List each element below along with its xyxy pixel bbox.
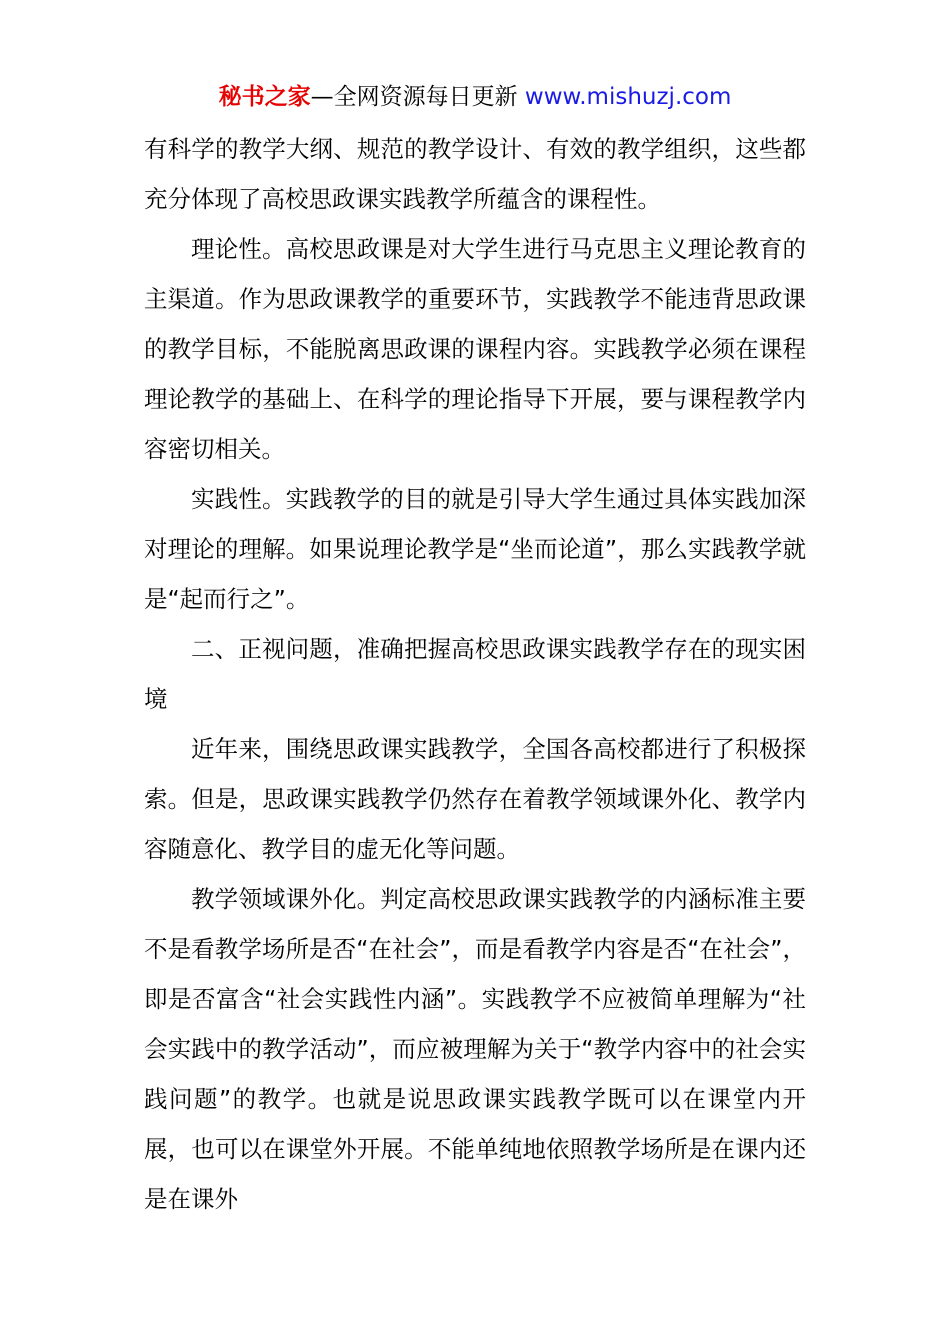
site-brand: 秘书之家 xyxy=(218,84,311,110)
paragraph-recent-years: 近年来，围绕思政课实践教学，全国各高校都进行了积极探索。但是，思政课实践教学仍然存在着教学领域课外化、教学内容随意化、教学目的虚无化等问题。 xyxy=(144,735,806,863)
section-heading-two: 二、正视问题，准确把握高校思政课实践教学存在的现实困境 xyxy=(144,635,806,713)
paragraph-teaching-field: 教学领域课外化。判定高校思政课实践教学的内涵标准主要不是看教学场所是否“在社会”，而是看教学内容是否“在社会”，即是否富含“社会实践性内涵”。实践教学不应被简单理解为“社会实践中的教学活动”，而应被理解为关于“教学内容中的社会实践问题”的教学。也就是说思政课实践教学既可以在课堂内开展，也可以在课堂外开展。不能单纯地依照教学场所是在课内还是在课外 xyxy=(144,885,806,1213)
document-body xyxy=(144,124,806,1224)
site-url-link[interactable]: www.mishuzj.com xyxy=(524,84,732,110)
paragraph-theoretical: 理论性。高校思政课是对大学生进行马克思主义理论教育的主渠道。作为思政课教学的重要环节，实践教学不能违背思政课的教学目标，不能脱离思政课的课程内容。实践教学必须在课程理论教学的基础上、在科学的理论指导下开展，要与课程教学内容密切相关。 xyxy=(144,235,806,463)
site-header xyxy=(0,80,950,114)
site-tagline: —全网资源每日更新 xyxy=(310,84,518,110)
paragraph-practical: 实践性。实践教学的目的就是引导大学生通过具体实践加深对理论的理解。如果说理论教学是“坐而论道”，那么实践教学就是“起而行之”。 xyxy=(144,485,806,613)
paragraph-continuation: 有科学的教学大纲、规范的教学设计、有效的教学组织，这些都充分体现了高校思政课实践教学所蕴含的课程性。 xyxy=(144,135,806,213)
